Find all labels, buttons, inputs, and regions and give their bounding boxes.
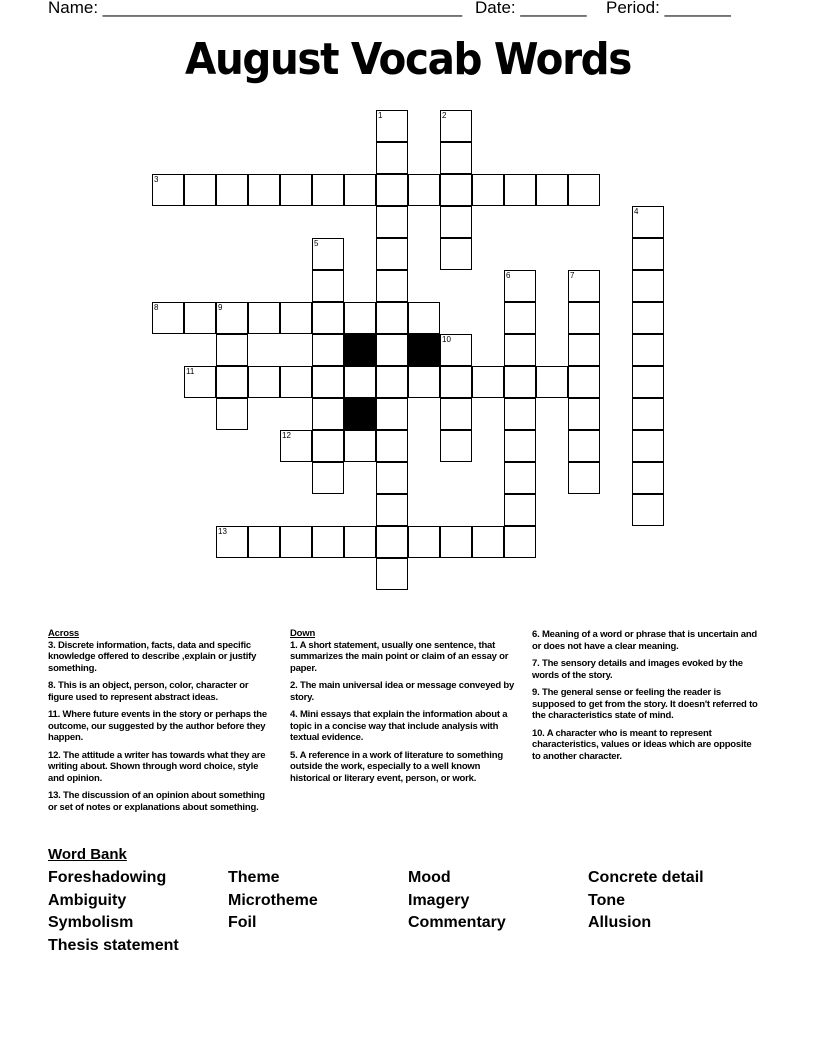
crossword-cell[interactable] xyxy=(216,398,248,430)
crossword-cell[interactable] xyxy=(312,270,344,302)
crossword-cell[interactable] xyxy=(344,430,376,462)
clue-item-number: 5. xyxy=(290,749,298,761)
crossword-cell[interactable] xyxy=(312,398,344,430)
crossword-cell[interactable] xyxy=(184,174,216,206)
crossword-cell[interactable] xyxy=(312,462,344,494)
crossword-cell[interactable] xyxy=(216,526,248,558)
crossword-cell[interactable] xyxy=(248,174,280,206)
word-bank-column xyxy=(588,867,768,935)
crossword-cell[interactable] xyxy=(376,238,408,270)
clue-item-number: 4. xyxy=(290,709,298,720)
crossword-cell[interactable] xyxy=(440,526,472,558)
word-bank-word: Thesis statement xyxy=(48,937,179,955)
clue-number: 1 xyxy=(378,111,383,120)
page-title: August Vocab Words xyxy=(185,34,631,85)
down-heading: Down xyxy=(290,628,316,639)
crossword-cell[interactable] xyxy=(568,334,600,366)
clue-item xyxy=(532,687,758,722)
across-clue-list xyxy=(48,640,274,814)
clue-item-text: The general sense or feeling the reader is supposed to get from the story. It doesn't referred to the characteristics state of mind. xyxy=(532,687,758,721)
clue-item xyxy=(290,750,516,785)
crossword-cell[interactable] xyxy=(248,366,280,398)
crossword-cell[interactable] xyxy=(376,462,408,494)
clue-item-number: 8. xyxy=(48,680,56,691)
clue-number: 12 xyxy=(282,431,291,440)
clue-item-number: 3. xyxy=(48,639,56,651)
crossword-cell[interactable] xyxy=(408,302,440,334)
crossword-cell[interactable] xyxy=(504,366,536,398)
crossword-cell[interactable] xyxy=(568,462,600,494)
crossword-cell[interactable] xyxy=(632,206,664,238)
crossword-cell[interactable] xyxy=(152,302,184,334)
word-bank-column xyxy=(228,867,408,935)
clue-number: 11 xyxy=(186,367,195,376)
crossword-cell[interactable] xyxy=(504,494,536,526)
clue-item-text: The discussion of an opinion about something or set of notes or explanations about something. xyxy=(48,790,265,813)
crossword-cell[interactable] xyxy=(408,366,440,398)
word-bank-word: Symbolism xyxy=(48,914,134,932)
clue-item xyxy=(290,640,516,675)
crossword-cell[interactable] xyxy=(568,398,600,430)
crossword-cell[interactable] xyxy=(440,142,472,174)
word-bank-word: Ambiguity xyxy=(48,891,127,909)
clue-item xyxy=(290,709,516,744)
down-clue-list-continued xyxy=(532,629,758,762)
crossword-cell[interactable] xyxy=(568,174,600,206)
clue-item-number: 10. xyxy=(532,727,545,739)
crossword-block xyxy=(344,398,376,430)
crossword-cell[interactable] xyxy=(568,366,600,398)
clue-number: 9 xyxy=(218,303,223,312)
crossword-cell[interactable] xyxy=(376,366,408,398)
crossword-cell[interactable] xyxy=(216,302,248,334)
crossword-cell[interactable] xyxy=(568,430,600,462)
clue-item-number: 11. xyxy=(48,709,61,720)
clue-item-text: A reference in a work of literature to something outside the work, especially to a well known historical or literary event, person, or work. xyxy=(290,749,503,784)
word-bank-word: Microtheme xyxy=(228,891,318,909)
word-bank-word: Theme xyxy=(228,869,280,886)
clue-item-text: Mini essays that explain the information about a topic in a concise way that include analysis with textual evidence. xyxy=(290,709,508,743)
crossword-cell[interactable] xyxy=(376,302,408,334)
crossword-cell[interactable] xyxy=(472,366,504,398)
clue-number: 10 xyxy=(442,335,451,344)
clue-item-number: 9. xyxy=(532,687,540,698)
clue-number: 13 xyxy=(218,527,227,536)
crossword-cell[interactable] xyxy=(280,174,312,206)
crossword-cell[interactable] xyxy=(440,238,472,270)
crossword-cell[interactable] xyxy=(632,366,664,398)
crossword-cell[interactable] xyxy=(376,494,408,526)
clue-item xyxy=(48,750,274,785)
clue-item xyxy=(48,790,274,813)
crossword-cell[interactable] xyxy=(344,526,376,558)
crossword-cell[interactable] xyxy=(568,302,600,334)
clue-item-text: A character who is meant to represent characteristics, values or ideas which are opposite to another character. xyxy=(532,727,752,762)
crossword-cell[interactable] xyxy=(632,302,664,334)
crossword-cell[interactable] xyxy=(536,174,568,206)
crossword-cell[interactable] xyxy=(440,174,472,206)
clue-item-number: 6. xyxy=(532,629,540,640)
clue-item xyxy=(48,640,274,675)
crossword-cell[interactable] xyxy=(216,334,248,366)
crossword-cell[interactable] xyxy=(440,398,472,430)
crossword-cell[interactable] xyxy=(504,270,536,302)
word-bank-word: Mood xyxy=(408,869,451,886)
crossword-cell[interactable] xyxy=(344,366,376,398)
crossword-cell[interactable] xyxy=(440,110,472,142)
down-clue-list xyxy=(290,640,516,785)
crossword-cell[interactable] xyxy=(376,558,408,590)
clue-number: 4 xyxy=(634,207,639,216)
clue-item xyxy=(290,680,516,703)
crossword-cell[interactable] xyxy=(184,302,216,334)
crossword-cell[interactable] xyxy=(376,526,408,558)
word-bank-title: Word Bank xyxy=(48,846,127,863)
crossword-cell[interactable] xyxy=(504,430,536,462)
crossword-cell[interactable] xyxy=(504,526,536,558)
crossword-cell[interactable] xyxy=(408,174,440,206)
clue-item-number: 2. xyxy=(290,680,298,691)
clue-number: 7 xyxy=(570,271,575,280)
word-bank-word: Tone xyxy=(588,891,626,909)
crossword-block xyxy=(344,334,376,366)
crossword-cell[interactable] xyxy=(472,174,504,206)
clue-item-text: Discrete information, facts, data and specific knowledge offered to describe ,explain or justify something. xyxy=(48,639,257,674)
crossword-cell[interactable] xyxy=(408,526,440,558)
clue-item-number: 1. xyxy=(290,639,298,651)
word-bank-column xyxy=(48,867,228,958)
clue-number: 5 xyxy=(314,239,319,248)
down-clues-continued xyxy=(532,629,758,768)
crossword-cell[interactable] xyxy=(632,398,664,430)
crossword-cell[interactable] xyxy=(440,206,472,238)
across-clues xyxy=(48,628,274,819)
crossword-cell[interactable] xyxy=(504,334,536,366)
crossword-cell[interactable] xyxy=(504,174,536,206)
crossword-cell[interactable] xyxy=(312,526,344,558)
crossword-cell[interactable] xyxy=(344,302,376,334)
crossword-block xyxy=(408,334,440,366)
crossword-cell[interactable] xyxy=(344,174,376,206)
word-bank-word: Imagery xyxy=(408,891,470,909)
clue-item xyxy=(48,680,274,703)
crossword-cell[interactable] xyxy=(376,270,408,302)
clue-number: 2 xyxy=(442,111,447,120)
crossword-cell[interactable] xyxy=(568,270,600,302)
word-bank-word: Foreshadowing xyxy=(48,869,167,886)
crossword-cell[interactable] xyxy=(504,398,536,430)
word-bank-word: Allusion xyxy=(588,914,652,932)
clue-item-text: The main universal idea or message conveyed by story. xyxy=(290,680,515,703)
clue-item xyxy=(48,709,274,744)
crossword-cell[interactable] xyxy=(152,174,184,206)
crossword-cell[interactable] xyxy=(280,366,312,398)
crossword-cell[interactable] xyxy=(312,174,344,206)
clue-item-text: The attitude a writer has towards what they are writing about. Shown through word choice, style and opinion. xyxy=(48,749,266,784)
crossword-cell[interactable] xyxy=(632,494,664,526)
clue-number: 6 xyxy=(506,271,511,280)
crossword-cell[interactable] xyxy=(440,430,472,462)
across-heading: Across xyxy=(48,628,80,639)
crossword-cell[interactable] xyxy=(216,174,248,206)
clue-item-text: The sensory details and images evoked by the words of the story. xyxy=(532,658,743,681)
crossword-cell[interactable] xyxy=(312,430,344,462)
down-clues xyxy=(290,628,516,790)
clue-item-text: Meaning of a word or phrase that is uncertain and or does not have a clear meaning. xyxy=(532,629,758,652)
crossword-cell[interactable] xyxy=(376,110,408,142)
crossword-cell[interactable] xyxy=(376,430,408,462)
period-field[interactable]: Period: _______ xyxy=(606,0,731,17)
crossword-cell[interactable] xyxy=(280,430,312,462)
crossword-cell[interactable] xyxy=(376,206,408,238)
crossword-cell[interactable] xyxy=(632,462,664,494)
clue-item-text: This is an object, person, color, character or figure used to represent abstract ideas. xyxy=(48,680,249,703)
clue-item-text: Where future events in the story or perhaps the outcome, our suggested by the author before they happen. xyxy=(48,709,267,743)
crossword-cell[interactable] xyxy=(312,366,344,398)
clue-item-number: 7. xyxy=(532,658,540,669)
crossword-cell[interactable] xyxy=(632,270,664,302)
word-bank-word: Concrete detail xyxy=(588,869,704,886)
crossword-cell[interactable] xyxy=(504,462,536,494)
crossword-cell[interactable] xyxy=(312,302,344,334)
clue-item-number: 13. xyxy=(48,790,61,801)
crossword-cell[interactable] xyxy=(472,526,504,558)
crossword-cell[interactable] xyxy=(248,526,280,558)
word-bank-word: Commentary xyxy=(408,914,506,932)
crossword-cell[interactable] xyxy=(632,430,664,462)
crossword-cell[interactable] xyxy=(216,366,248,398)
word-bank-column xyxy=(408,867,588,935)
date-field[interactable]: Date: _______ xyxy=(475,0,587,17)
crossword-cell[interactable] xyxy=(280,526,312,558)
clue-number: 3 xyxy=(154,175,159,184)
crossword-cell[interactable] xyxy=(440,366,472,398)
crossword-cell[interactable] xyxy=(376,142,408,174)
clue-item-text: A short statement, usually one sentence, that summarizes the main point or claim of an essay or paper. xyxy=(290,639,509,674)
word-bank-word: Foil xyxy=(228,914,257,932)
clue-item-number: 12. xyxy=(48,749,61,761)
crossword-cell[interactable] xyxy=(376,174,408,206)
crossword-cell[interactable] xyxy=(376,334,408,366)
crossword-cell[interactable] xyxy=(536,366,568,398)
clue-item xyxy=(532,658,758,681)
crossword-cell[interactable] xyxy=(376,398,408,430)
clue-item xyxy=(532,629,758,652)
crossword-cell[interactable] xyxy=(248,302,280,334)
crossword-cell[interactable] xyxy=(632,238,664,270)
crossword-cell[interactable] xyxy=(312,238,344,270)
clue-item xyxy=(532,728,758,763)
crossword-cell[interactable] xyxy=(184,366,216,398)
crossword-cell[interactable] xyxy=(504,302,536,334)
name-field[interactable]: Name: ______________________________________ xyxy=(48,0,463,17)
clue-number: 8 xyxy=(154,303,159,312)
crossword-cell[interactable] xyxy=(440,334,472,366)
crossword-cell[interactable] xyxy=(280,302,312,334)
crossword-cell[interactable] xyxy=(632,334,664,366)
crossword-cell[interactable] xyxy=(312,334,344,366)
